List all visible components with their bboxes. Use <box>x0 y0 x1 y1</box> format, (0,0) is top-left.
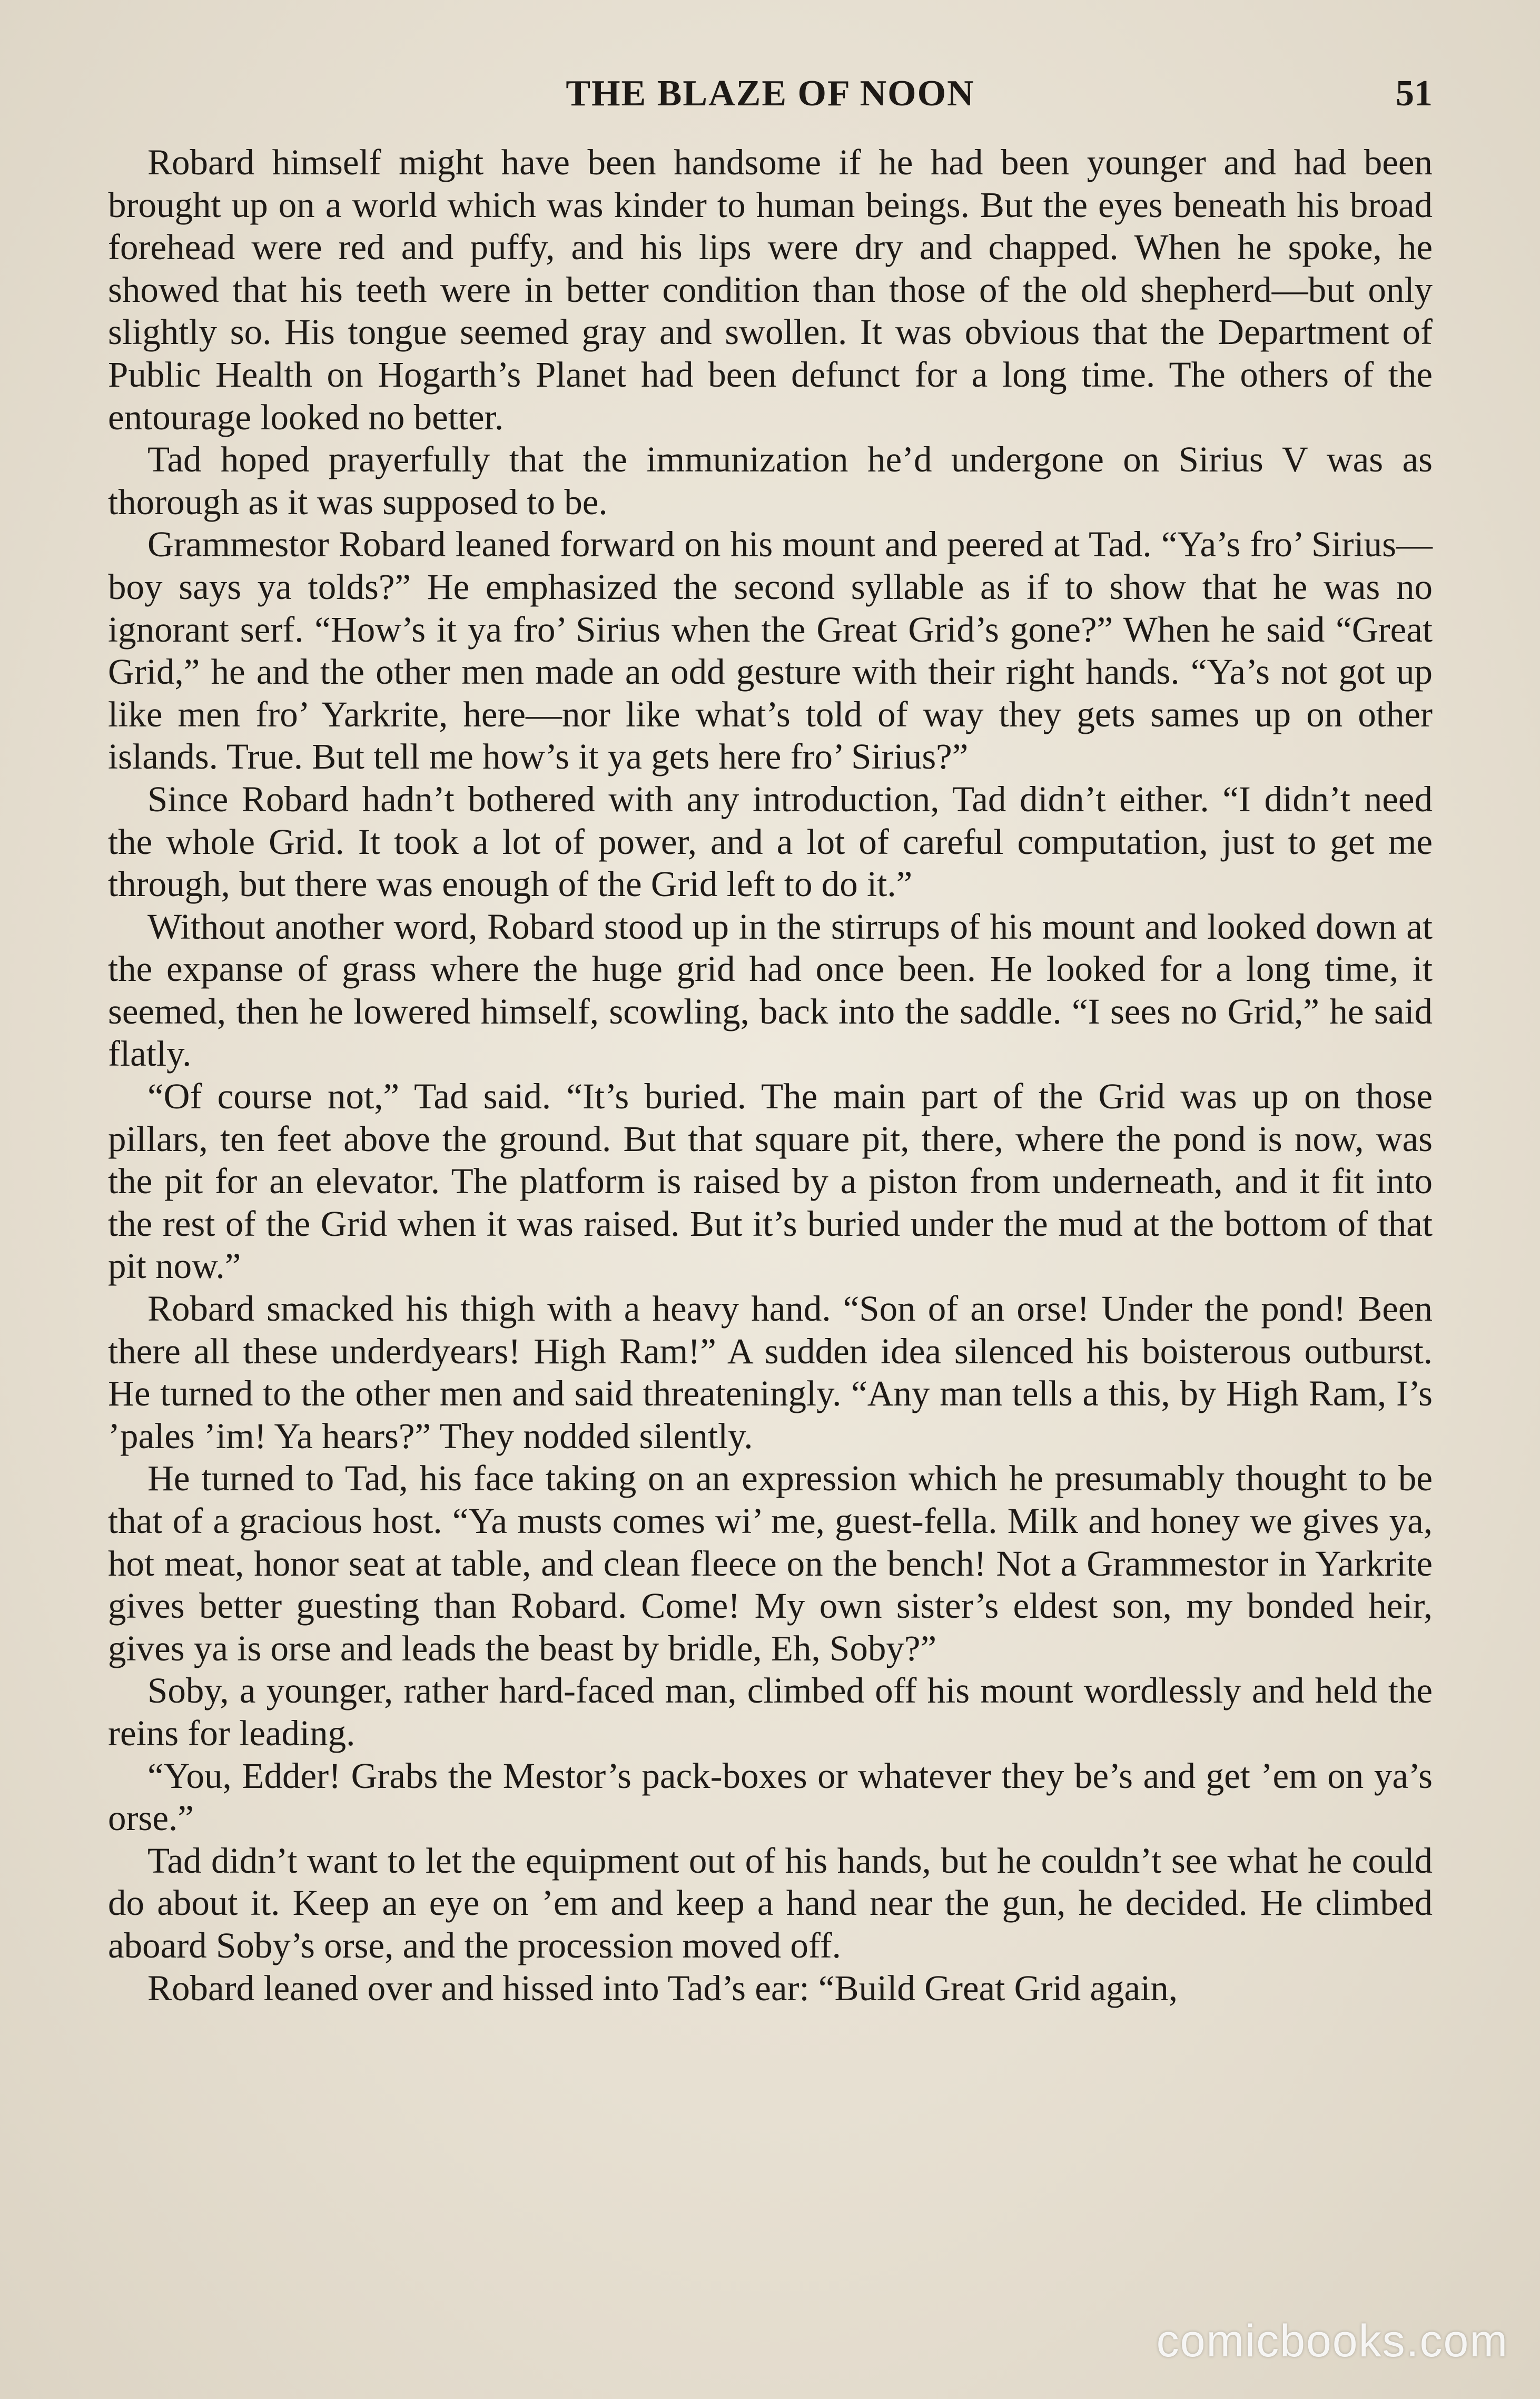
paragraph: Robard smacked his thigh with a heavy hand. “Son of an orse! Under the pond! Been there all these underdyears! High Ram!” A sudden idea silenced his boisterous outburst. He turned to the other men and said threateningly. “Any man tells a this, by High Ram, I’s ’pales ’im! Ya hears?” They nodded silently. <box>108 1289 1433 1456</box>
paragraph: Robard himself might have been handsome if he had been younger and had been brought up on a world which was kinder to human beings. But the eyes beneath his broad forehead were red and puffy, and his lips were dry and chapped. When he spoke, he showed that his teeth were in better condition than those of the old shepherd—but only slightly so. His tongue seemed gray and swollen. It was obvious that the Department of Public Health on Hogarth’s Planet had been defunct for a long time. The others of the entourage looked no better. <box>108 142 1433 437</box>
watermark: comicbooks.com <box>1156 2316 1508 2366</box>
paragraph: Soby, a younger, rather hard-faced man, climbed off his mount wordlessly and held the reins for leading. <box>108 1670 1433 1753</box>
page-number: 51 <box>1396 73 1433 114</box>
running-title: THE BLAZE OF NOON <box>566 73 975 114</box>
paragraph: Since Robard hadn’t bothered with any introduction, Tad didn’t either. “I didn’t need the whole Grid. It took a lot of power, and a lot of careful computation, just to get me through, but there was enough of the Grid left to do it.” <box>108 779 1433 904</box>
paragraph: Without another word, Robard stood up in the stirrups of his mount and looked down at the expanse of grass where the huge grid had once been. He looked for a long time, it seemed, then he lowered himself, scowling, back into the saddle. “I sees no Grid,” he said flatly. <box>108 906 1433 1074</box>
paragraph: He turned to Tad, his face taking on an expression which he presumably thought to be that of a gracious host. “Ya musts comes wi’ me, guest-fella. Milk and honey we gives ya, hot meat, honor seat at table, and clean fleece on the bench! Not a Grammestor in Yarkrite gives better guesting than Robard. Come! My own sister’s eldest son, my bonded heir, gives ya is orse and leads the beast by bridle, Eh, Soby?” <box>108 1458 1433 1668</box>
paragraph: “Of course not,” Tad said. “It’s buried. The main part of the Grid was up on those pillars, ten feet above the ground. But that square pit, there, where the pond is now, was the pit for an elevator. The platform is raised by a piston from underneath, and it fit into the rest of the Grid when it was raised. But it’s buried under the mud at the bottom of that pit now.” <box>108 1076 1433 1286</box>
paragraph: Grammestor Robard leaned forward on his mount and peered at Tad. “Ya’s fro’ Sirius—boy says ya tolds?” He emphasized the second syllable as if to show that he was no ignorant serf. “How’s it ya fro’ Sirius when the Great Grid’s gone?” When he said “Great Grid,” he and the other men made an odd gesture with their right hands. “Ya’s not got up like men fro’ Yarkrite, here—nor like what’s told of way they gets sames up on other islands. True. But tell me how’s it ya gets here fro’ Sirius?” <box>108 524 1433 777</box>
paragraph: Robard leaned over and hissed into Tad’s ear: “Build Great Grid again, <box>147 1968 1178 2008</box>
body-text <box>108 141 1433 2009</box>
paragraph: Tad hoped prayerfully that the immunization he’d undergone on Sirius V was as thorough as it was supposed to be. <box>108 439 1433 522</box>
paragraph: “You, Edder! Grabs the Mestor’s pack-boxes or whatever they be’s and get ’em on ya’s orse.” <box>108 1755 1433 1838</box>
paragraph: Tad didn’t want to let the equipment out of his hands, but he couldn’t see what he could do about it. Keep an eye on ’em and keep a hand near the gun, he decided. He climbed aboard Soby’s orse, and the procession moved off. <box>108 1840 1433 1965</box>
page-header <box>108 73 1433 131</box>
